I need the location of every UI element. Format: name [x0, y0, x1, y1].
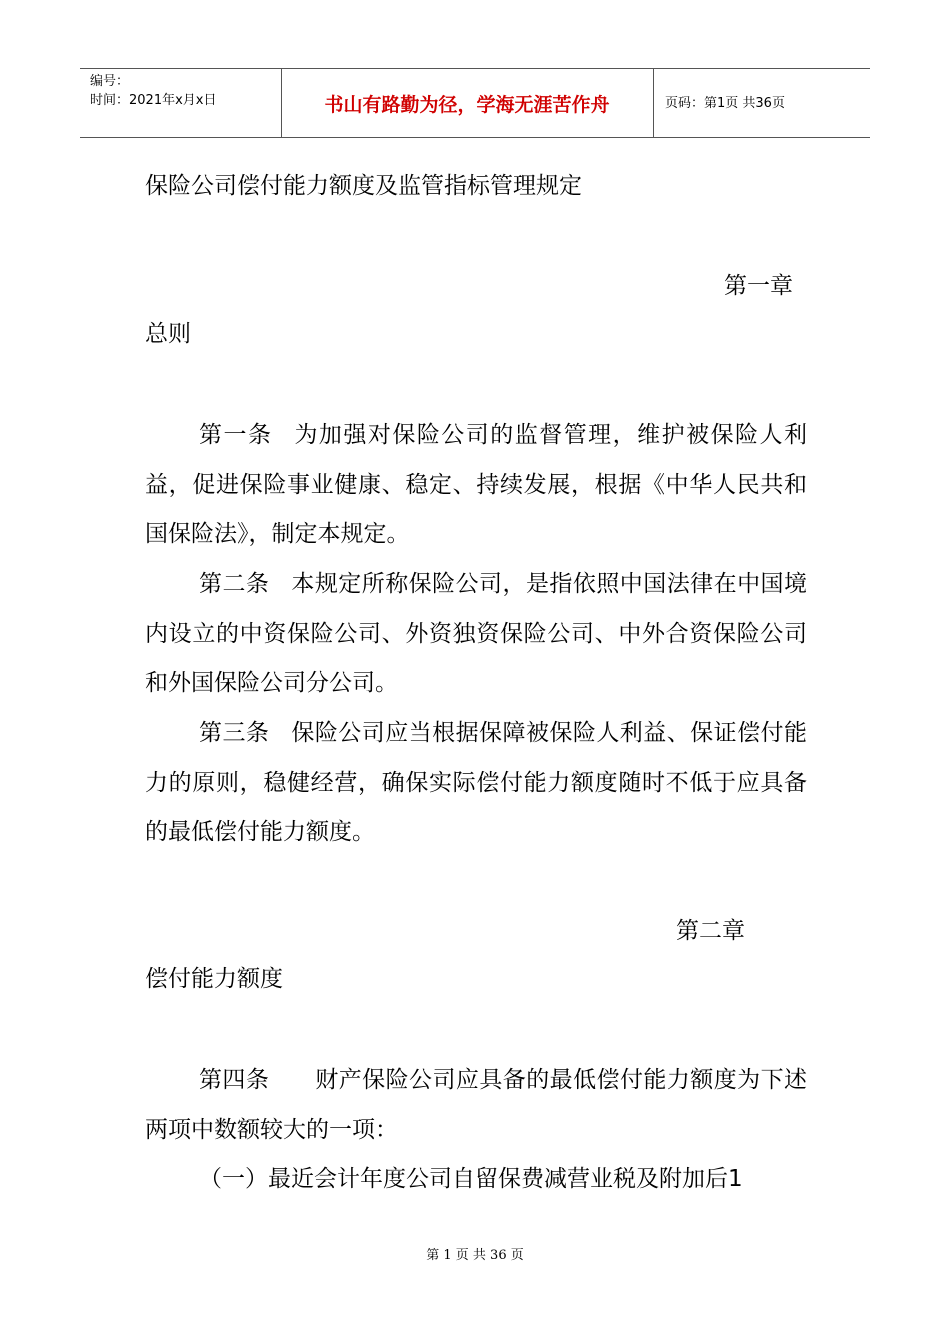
article-3-label: 第三条	[199, 720, 270, 746]
document-time-label: 时间：2021年x月x日	[90, 93, 217, 108]
page-header	[80, 68, 870, 138]
article-1-text: 为加强对保险公司的监督管理，维护被保险人利益，促进保险事业健康、稳定、持续发展，根据《中华人民共和国保险法》，制定本规定。	[145, 422, 808, 547]
article-3	[145, 709, 807, 858]
article-1-label: 第一条	[199, 422, 273, 448]
article-2-text: 本规定所称保险公司，是指依照中国法律在中国境内设立的中资保险公司、外资独资保险公司、中外合资保险公司和外国保险公司分公司。	[145, 571, 807, 696]
article-2-label: 第二条	[199, 571, 270, 597]
document-title: 保险公司偿付能力额度及监管指标管理规定	[145, 173, 582, 199]
document-number-label: 编号：	[90, 74, 130, 89]
chapter-2-number: 第二章	[676, 918, 745, 944]
page-footer: 第 1 页 共 36 页	[426, 1248, 524, 1263]
header-page-info: 页码：第1页 共36页	[665, 96, 785, 111]
article-4	[145, 1056, 807, 1155]
article-4-item-1: （一）最近会计年度公司自留保费减营业税及附加后1	[199, 1166, 743, 1192]
article-4-text: 财产保险公司应具备的最低偿付能力额度为下述两项中数额较大的一项：	[145, 1067, 808, 1143]
chapter-2-name: 偿付能力额度	[145, 966, 283, 992]
chapter-1-name: 总则	[145, 321, 191, 347]
article-1	[145, 411, 807, 560]
article-3-text: 保险公司应当根据保障被保险人利益、保证偿付能力的原则，稳健经营，确保实际偿付能力额度随时不低于应具备的最低偿付能力额度。	[145, 720, 807, 845]
chapter-1-number: 第一章	[724, 273, 793, 299]
header-motto: 书山有路勤为径，学海无涯苦作舟	[324, 94, 610, 116]
article-4-label: 第四条	[199, 1067, 270, 1093]
header-divider	[653, 69, 654, 137]
article-2	[145, 560, 807, 709]
